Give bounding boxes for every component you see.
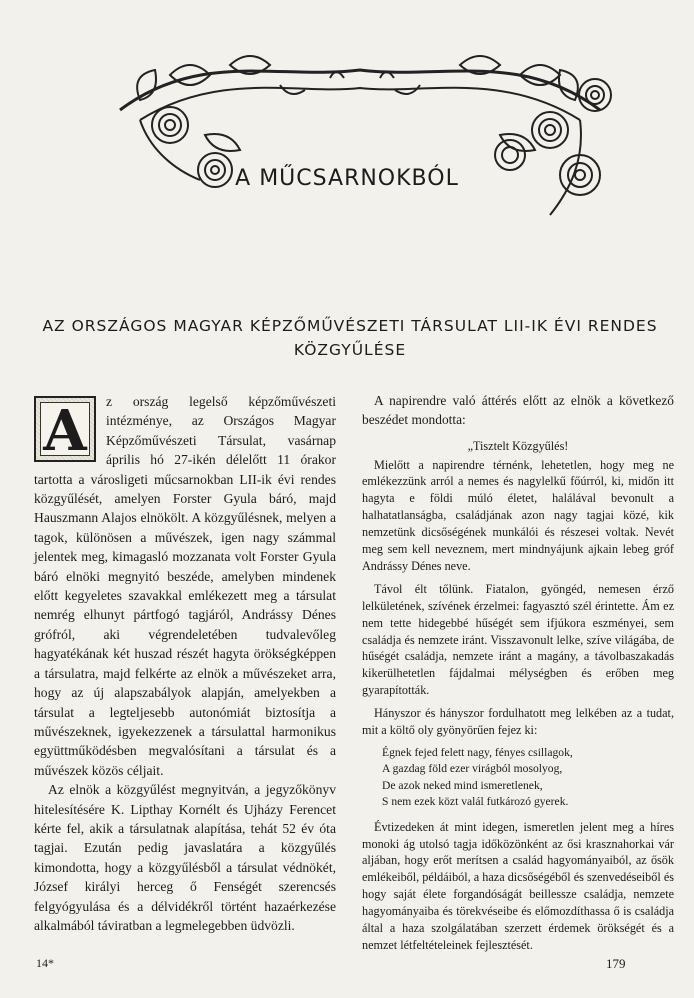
drop-cap-letter: A <box>40 402 90 456</box>
left-paragraph-1: z ország legelső képzőművészeti intézménye, az Országos Magyar Képzőművészeti Társulat, vasárnap április hó 27-ikén délelőtt 11 órakor tartotta a városligeti műcsarnokban LII-ik évi rendes közgyűlését, amelyen Forster Gyula báró, majd Hauszmann Alajos elnökölt. A közgyűlésnek, melyen a tagok, különösen a művészek, igen nagy számmal jelentek meg, kimagasló mozzanata volt Forster Gyula báró elnöki megnyitó beszéde, amelyben mindenek előtt kegyeletes szavakkal emlékezett meg a társulat nemrég elhunyt pártfogó tagjáról, Andrássy Dénes grófról, aki végrendeletében tudvalevőleg hagyatékának két huszad részét hagyta örökségképpen a társulatra, majd felkérte az elnök a művészeket arra, hogy az új alapszabályok alapján, amelyekben a társulat a legteljesebb autonómiát biztosítja a művészeknek, igyekezzenek a társulattal harmonikus együttműködésben megvalósítani a társulat és a művészek közös céljait. <box>34 394 336 778</box>
poem-line: De azok neked mind ismeretlenek, <box>382 778 543 792</box>
floral-ornament-header <box>80 40 640 230</box>
poem-line: S nem ezek közt valál futkározó gyerek. <box>382 795 569 809</box>
article-title-line2: KÖZGYŰLÉSE <box>293 341 407 359</box>
article-title <box>30 314 670 362</box>
poem-line: Égnek fejed felett nagy, fényes csillagok, <box>382 746 573 759</box>
poem-line: A gazdag föld ezer virágból mosolyog, <box>382 762 563 776</box>
page-number: 179 <box>606 956 626 971</box>
rose-vine-decoration <box>80 40 640 230</box>
poem-quote <box>382 745 674 811</box>
left-paragraph-2: Az elnök a közgyűlést megnyitván, a jegyzőkönyv hitelesítésére K. Lipthay Kornélt és Ujházy Ferencet kérte fel, akik a társulatnak alapítása, tehát 52 év óta tagjai. Ezután pedig javaslatára a közgyűlés kimondotta, hogy a közgyűlésből a társulat védnökét, József királyi herceg ő Fenségét szerencsés felgyógyulása és a délvidékről történt hazaérkezése alkalmából táviratban a legmelegebben üdvözli. <box>34 782 336 933</box>
drop-cap-frame <box>34 396 96 462</box>
signature-mark: 14* <box>36 956 54 970</box>
section-title: A MŰCSARNOKBÓL <box>235 166 459 191</box>
speech-paragraph-1: Mielőtt a napirendre térnénk, lehetetlen, hogy meg ne emlékezzünk arról a nemes és nagylelkű főúrról, ki, midőn itt hagyta e földi múló életet, halálával bevonult a halhatatlanságba, családjának azon nagy tagjai közé, kik nemzetünk dicsőségének munkálói és részesei voltak. Nevét meg sem kell neveznem, mert mindnyájunk ajkain lebeg gróf Andrássy Dénes neve. <box>362 457 674 573</box>
speech-paragraph-4: Évtizedeken át mint idegen, ismeretlen jelent meg a híres monoki ág utolsó tagja időközönként az ősi krasznahorkai vár aljában, hogy erőt merítsen a család hagyományaiból, az ősök emlékeiből, példáiból, a haza dicsőségéből és szenvedéseiből és hogy saját élete forgandóságát beillessze családja, nemzete hagyományaiba és törekvéseibe és előmozdíthassa ő is családja által a haza szolgálatában szerzett érdemek örökségét és a nemzet létfeltételeinek fejlesztését. <box>362 819 674 952</box>
article-title-line1: AZ ORSZÁGOS MAGYAR KÉPZŐMŰVÉSZETI TÁRSULAT LII-IK ÉVI RENDES <box>42 317 658 335</box>
speech-paragraph-2: Távol élt tőlünk. Fiatalon, gyöngéd, nemesen érző lelkületének, szívének érzelmei: fagyasztó szél érintette. Ám ez nem tette hidegebbé hűségét sem ifjúkora eszményei, sem családja és nemzete iránt. Visszavonult lelke, szíve világába, de hűségét családja, nemzete iránt a magány, a távolbaszakadás kikerülhetetlen fájdalmai mélységben és erőben meg gyarapították. <box>362 581 674 698</box>
left-column <box>34 392 336 935</box>
right-column <box>362 392 674 954</box>
right-lead-paragraph: A napirendre való áttérés előtt az elnök a következő beszédet mondotta: <box>362 393 674 427</box>
salutation: „Tisztelt Közgyűlés! <box>467 438 569 453</box>
speech-paragraph-3: Hányszor és hányszor fordulhatott meg lelkében az a tudat, mit a költő oly gyönyörűen fejez ki: <box>362 706 674 738</box>
